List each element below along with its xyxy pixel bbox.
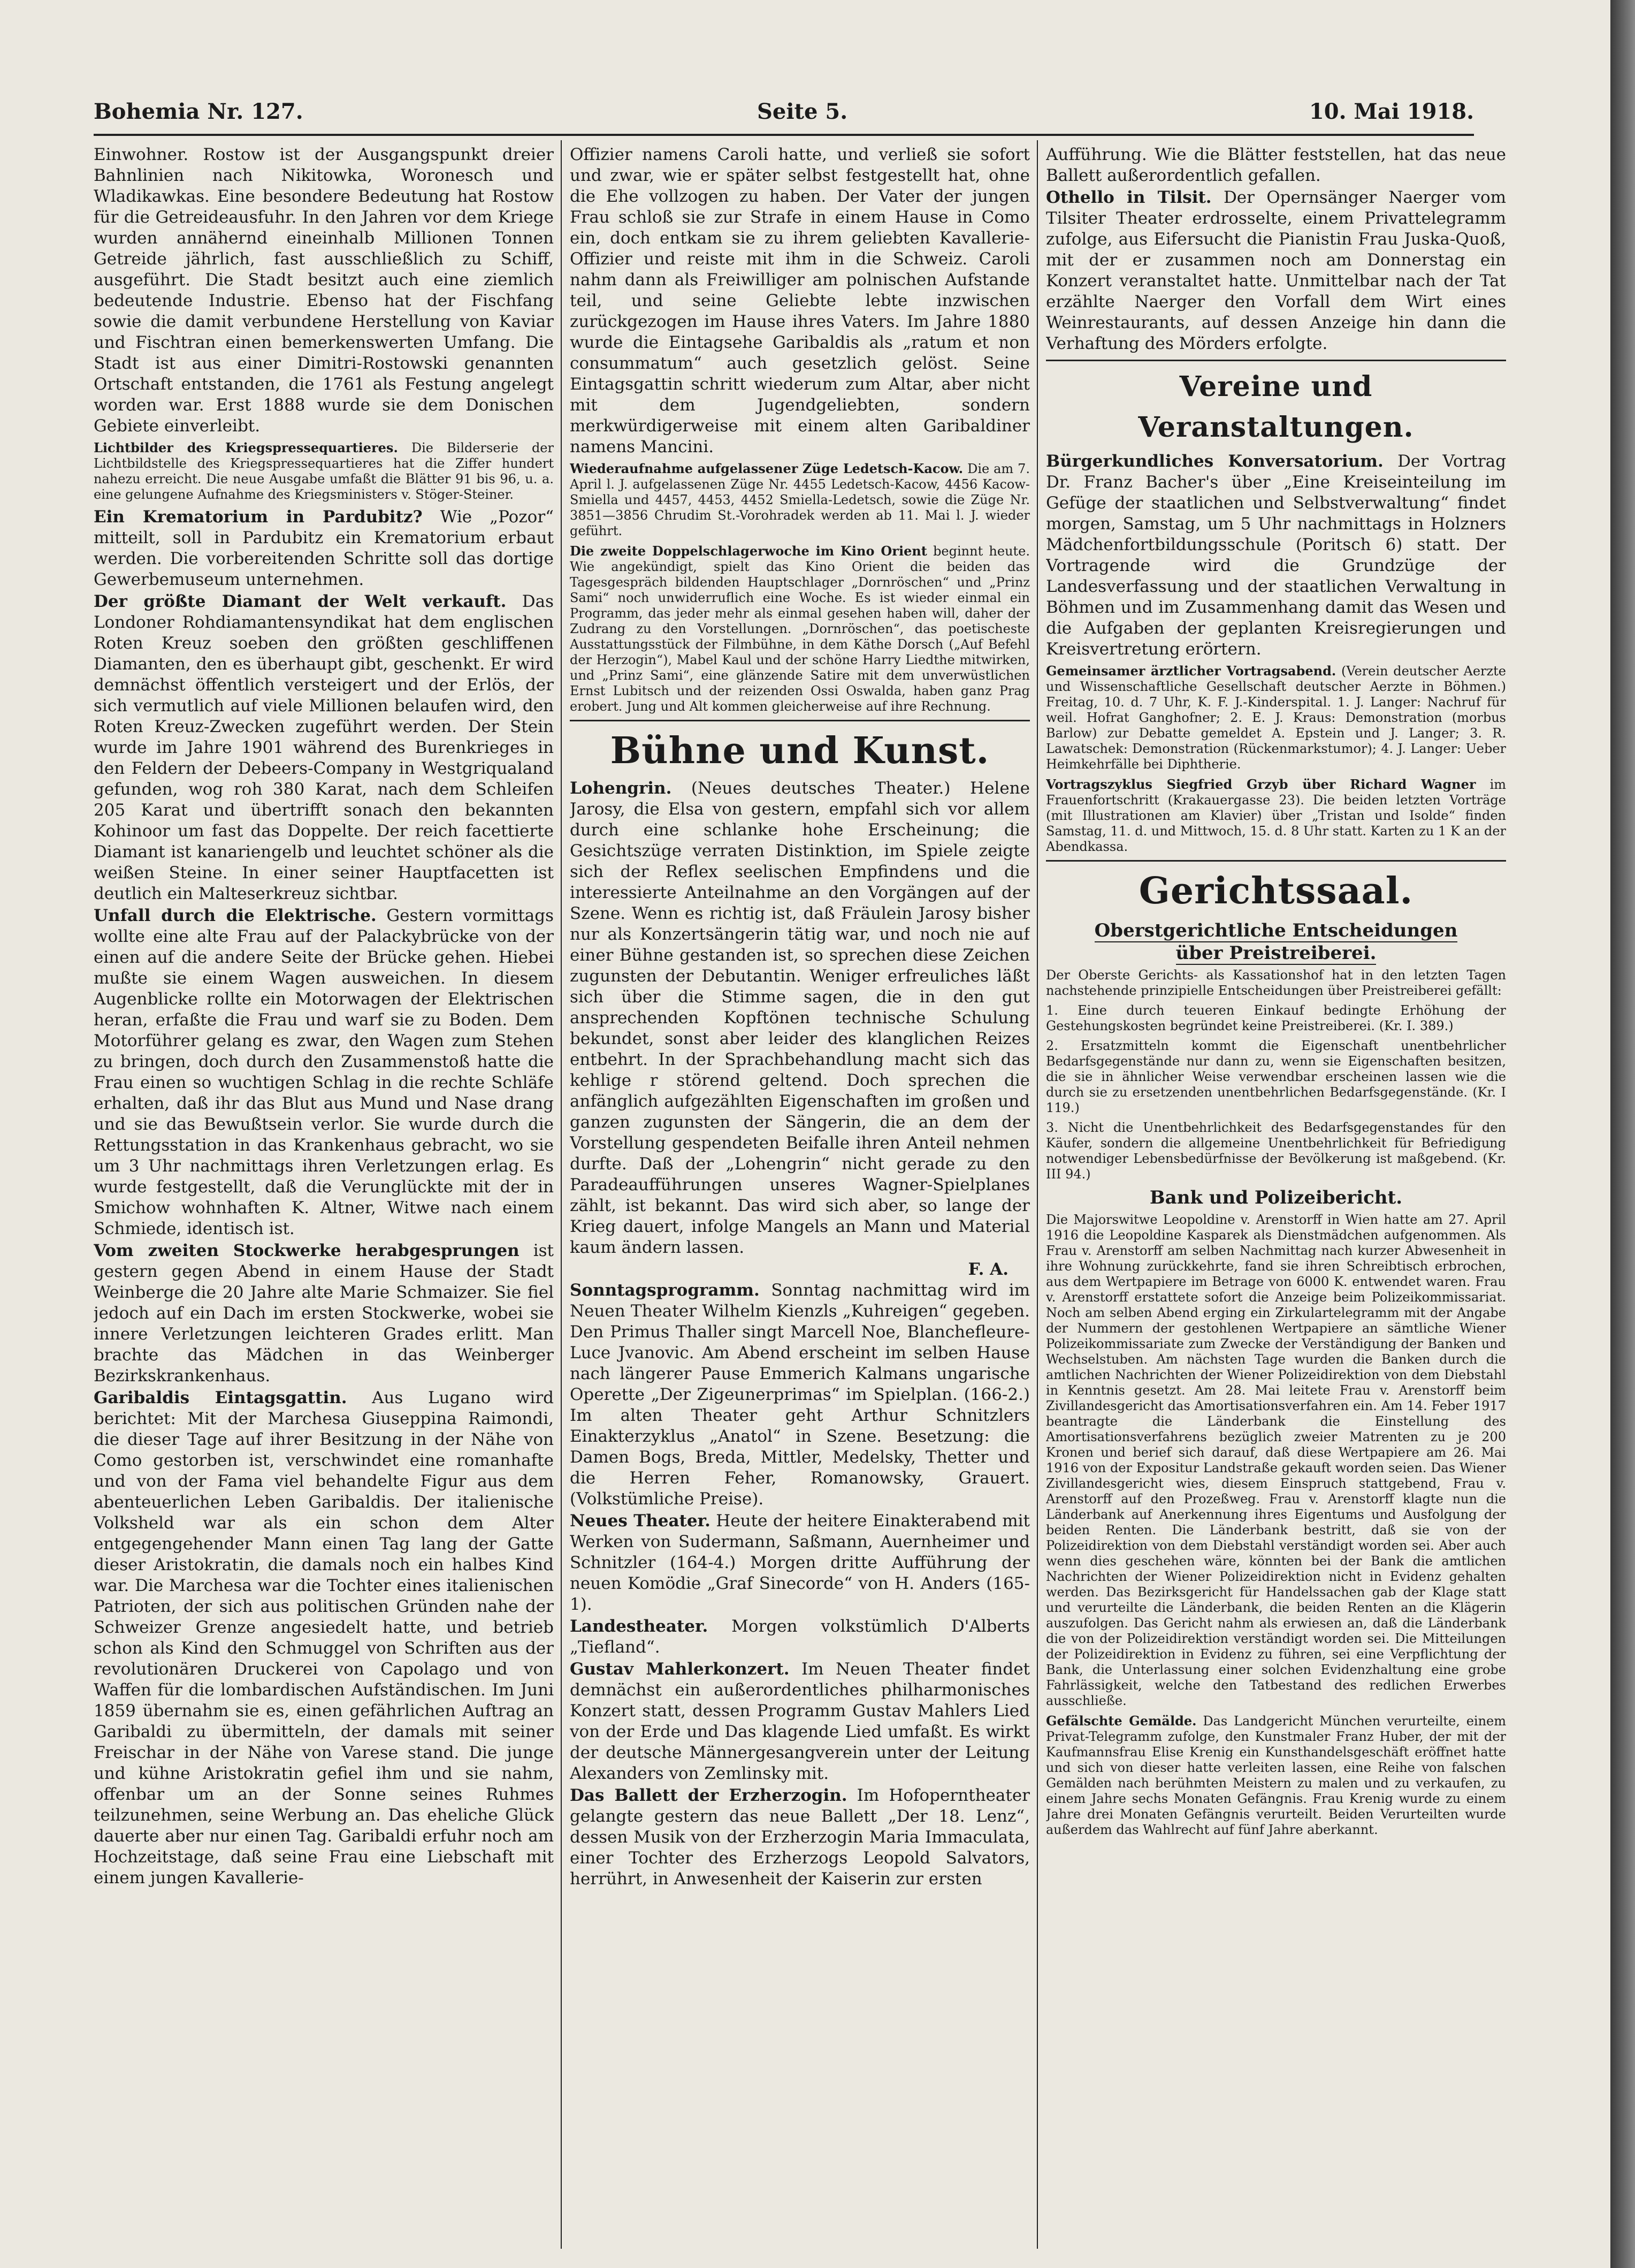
article-garibaldi [94, 1388, 554, 1889]
article-heading: Sonntagsprogramm. [570, 1281, 760, 1300]
article-gemaelde [1046, 1713, 1506, 1838]
subheading-line: Oberstgerichtliche Entscheidungen [1094, 920, 1458, 941]
issue-number: Bohemia Nr. 127. [94, 99, 303, 124]
section-title-vereine: Vereine und Veranstaltungen. [1138, 370, 1414, 444]
section-divider [1046, 360, 1506, 361]
subheading-line: über Preistreiberei. [1175, 942, 1377, 964]
article-heading: Bürgerkundliches Konversatorium. [1046, 452, 1384, 471]
article-lichtbilder [94, 440, 554, 503]
article-text: im Frauenfortschritt (Krakauergasse 23). Die beiden letzten Vorträge (mit Illustrationen am Klavier) über „Tristan und Isolde“ finden Samstag, 11. d. und Mittwoch, 15. d. 8 Uhr statt. Karten zu 1 K an der Abendkassa. [1046, 777, 1506, 854]
article-text: Im Hofoperntheater gelangte gestern das neue Ballett „Der 18. Lenz“, dessen Musik von der Erzherzogin Maria Immaculata, einer Tochter des Erzherzogs Leopold Salvators, herrührt, in Anwesenheit der Kaiserin zur ersten [570, 1786, 1030, 1889]
column-3 [1046, 144, 1506, 2248]
subheading-bank: Bank und Polizeibericht. [1149, 1187, 1403, 1208]
article-heading: Wiederaufnahme aufgelassener Züge Ledetsch-Kacow. [570, 461, 964, 476]
article-text: Das Londoner Rohdiamantensyndikat hat dem englischen Roten Kreuz soeben den größten geschliffenen Diamanten, den es überhaupt gibt, geschenkt. Er wird demnächst öffentlich versteigert und der Erlös, der sich vermutlich auf viele Millionen belaufen wird, den Roten Kreuz-Zwecken zugeführt werden. Der Stein wurde im Jahre 1901 während des Burenkrieges in den Feldern der Debeers-Company in Westgriqualand gefunden, wog roh 380 Karat, nach dem Schleifen 205 Karat und übertrifft sonach den bekannten Kohinoor um fast das Doppelte. Der reich facettierte Diamant ist kanariengelb und leuchtet schöner als die weißen Steine. In einer seiner Hauptfacetten ist deutlich ein Malteserkreuz sichtbar. [94, 592, 554, 903]
article-heading: Gustav Mahlerkonzert. [570, 1660, 790, 1679]
article-heading: Landestheater. [570, 1617, 708, 1636]
page-header [94, 99, 1474, 131]
article-text: ist gestern gegen Abend in einem Hause der Stadt Weinberge die 20 Jahre alte Marie Schmaizer. Sie fiel jedoch auf ein Dach im ersten Stockwerke, wobei sie innere Verletzungen leichteren Grades erlitt. Man brachte das Mädchen in das Weinberger Bezirkskrankenhaus. [94, 1241, 554, 1386]
article-heading: Lichtbilder des Kriegspressequartieres. [94, 440, 398, 455]
article-sonntag [570, 1280, 1030, 1510]
article-mahler [570, 1659, 1030, 1784]
article-unfall [94, 905, 554, 1239]
article-text: beginnt heute. Wie angekündigt, spielt das Kino Orient die beiden das Tagesgespräch bildenden Hauptschlager „Dornröschen“ und „Prinz Sami“ noch unwiderruflich eine Woche. Es ist wieder einmal ein Programm, das jeder mehr als einmal gesehen haben will, daher der Zudrang zu den Vorstellungen. „Dornröschen“, das poetischeste Ausstattungsstück der Filmbühne, in dem Käthe Dorsch („Auf Befehl der Herzogin“), Mabel Kaul und der schöne Harry Liedthe mitwirken, und „Prinz Sami“, eine glänzende Satire mit dem unverwüstlichen Ernst Lubitsch und der reizenden Ossi Oswalda, haben ganz Prag erobert. Jung und Alt kommen gleicherweise auf ihre Rechnung. [570, 544, 1030, 714]
article-kino [570, 543, 1030, 714]
article-text: Im Neuen Theater findet demnächst ein außerordentliches philharmonisches Konzert statt, dessen Programm Gustav Mahlers Lied von der Erde und Das klagende Lied umfaßt. Es wirkt der deutsche Männergesangverein unter der Leitung Alexanders von Zemlinsky mit. [570, 1660, 1030, 1783]
article-rostow: Einwohner. Rostow ist der Ausgangspunkt dreier Bahnlinien nach Nikitowka, Woronesch und Wladikawkas. Eine besondere Bedeutung hat Rostow für die Getreideausfuhr. In den Jahren vor dem Kriege wurden annähernd eineinhalb Millionen Tonnen Getreide jährlich, fast ausschließlich zu Schiff, ausgeführt. Die Stadt besitzt auch eine ziemlich bedeutende Industrie. Ebenso hat der Fischfang sowie die damit verbundene Herstellung von Kaviar und Fischtran einen bemerkenswerten Umfang. Die Stadt ist aus einer Dimitri-Rostowski genannten Ortschaft entstanden, die 1761 als Festung angelegt worden war. Erst 1888 wurde sie dem Donischen Gebiete einverleibt. [94, 145, 554, 436]
article-heading: Gefälschte Gemälde. [1046, 1713, 1197, 1729]
decision-3: 3. Nicht die Unentbehrlichkeit des Bedarfsgegenstandes für den Käufer, sondern die allgemeine Unentbehrlichkeit für Befriedigung notwendiger Lebensbedürfnisse der Bevölkerung ist maßgebend. (Kr. III 94.) [1046, 1120, 1506, 1182]
article-text: Das Landgericht München verurteilte, einem Privat-Telegramm zufolge, den Kunstmaler Franz Huber, der mit der Kaufmannsfrau Elise Krenig ein Kunsthandelsgeschäft eröffnet hatte und sich von dieser hatte verleiten lassen, eine Reihe von falschen Gemälden nach berühmten Meistern zu malen und zu verkaufen, zu einem Jahre sechs Monaten Gefängnis. Frau Krenig wurde zu einem Jahre drei Monaten Gefängnis verurteilt. Beiden Verurteilten wurde außerdem das Wahlrecht auf fünf Jahre aberkannt. [1046, 1714, 1506, 1837]
article-heading: Othello in Tilsit. [1046, 188, 1212, 207]
article-buergerkundlich [1046, 451, 1506, 660]
article-heading: Neues Theater. [570, 1511, 710, 1531]
article-heading: Garibaldis Eintagsgattin. [94, 1388, 347, 1407]
article-text: Heute der heitere Einakterabend mit Werken von Sudermann, Saßmann, Auernheimer und Schnitzler (164-4.) Morgen dritte Aufführung der neuen Komödie „Graf Sinecorde“ von H. Anders (165-1). [570, 1511, 1030, 1614]
article-aerztlich [1046, 663, 1506, 772]
article-text: Aus Lugano wird berichtet: Mit der Marchesa Giuseppina Raimondi, die dieser Tage auf ihrer Besitzung in der Nähe von Como gestorben ist, verschwindet eine romanhafte und von der Fama viel behandelte Figur aus dem abenteuerlichen Leben Garibaldis. Der italienische Volksheld war als ein schon dem Alter entgegengehender Mann einen Tag lang der Gatte dieser Aristokratin, die damals noch ein halbes Kind war. Die Marchesa war die Tochter eines italienischen Patrioten, der sich aus politischen Gründen nahe der Schweizer Grenze angesiedelt hatte, und betrieb schon als Kind den Schmuggel von Schriften aus der revolutionären Druckerei von Capolago und von Waffen für die lombardischen Aufständischen. Im Juni 1859 übernahm sie es, einen gefährlichen Auftrag an Garibaldi zu übermitteln, der damals mit seiner Freischar in der Nähe von Varese stand. Die junge und kühne Aristokratin gefiel ihm und sie nahm, offenbar um an der Sonne seines Ruhmes teilzunehmen, seine Werbung an. Das eheliche Glück dauerte aber nur einen Tag. Garibaldi erfuhr noch am Hochzeitstage, daß seine Frau eine Liebschaft mit einem jungen Kavallerie- [94, 1388, 554, 1888]
article-diamant [94, 591, 554, 904]
article-heading: Gemeinsamer ärztlicher Vortragsabend. [1046, 663, 1336, 679]
column-divider-1 [561, 140, 562, 2249]
article-heading: Das Ballett der Erzherzogin. [570, 1786, 847, 1805]
article-zuege [570, 461, 1030, 539]
article-text: (Neues deutsches Theater.) Helene Jarosy, die Elsa von gestern, empfahl sich vor allem durch eine schlanke hohe Erscheinung; die Gesichtszüge verraten Distinktion, im Spiele zeigte sich der Reflex seelischen Empfindens und die interessierte Anteilnahme an den Vorgängen auf der Szene. Wenn es richtig ist, daß Fräulein Jarosy bisher nur als Konzertsängerin tätig war, und noch nie auf einer Bühne gestanden ist, so sprechen diese Zeichen zugunsten der Debutantin. Weniger erfreuliches läßt sich über die Stimme sagen, die in den gut ansprechenden Kopftönen technische Schulung bekundet, sonst aber leider des klanglichen Reizes entbehrt. In der Sprachbehandlung macht sich das kehlige r störend geltend. Doch sprechen die anfänglich aufgezählten Eigenschaften im großen und ganzen zugunsten der Sängerin, die an dem der Vorstellung gespendeten Beifalle ihren Anteil nehmen durfte. Daß der „Lohengrin“ nicht gerade zu den Paradeaufführungen unseres Wagner-Spielplanes zählt, ist bekannt. Das wird sich aber, so lange der Krieg dauert, infolge Mangels an Mann und Material kaum ändern lassen. [570, 779, 1030, 1257]
article-heading: Vom zweiten Stockwerke herabgesprungen [94, 1241, 519, 1260]
article-heading: Die zweite Doppelschlagerwoche im Kino Orient [570, 543, 927, 559]
article-text: Der Vortrag Dr. Franz Bacher's über „Eine Kreiseinteilung im Gefüge der staatlichen und Selbstverwaltung“ findet morgen, Samstag, um 5 Uhr nachmittags in Holzners Mädchenfortbildungsschule (Poritsch 6) statt. Der Vortragende wird die Grundzüge der Landesverfassung und der staatlichen Verwaltung in Böhmen und im Zusammenhang damit das Wesen und die Aufgaben der geplanten Kreisregierungen und Kreisvertretung erörtern. [1046, 452, 1506, 659]
author-signature: F. A. [968, 1260, 1008, 1279]
article-ballett [570, 1785, 1030, 1890]
decision-2: 2. Ersatzmitteln kommt die Eigenschaft unentbehrlicher Bedarfsgegenstände nur dann zu, wenn sie Eigenschaften besitzen, die sie in ähnlicher Weise verwendbar erscheinen lassen wie die durch sie zu ersetzenden unentbehrlichen Bedarfsgegenstände. (Kr. I 119.) [1046, 1038, 1506, 1115]
article-text: Morgen volkstümlich D'Alberts „Tiefland“. [570, 1617, 1030, 1657]
article-heading: Vortragszyklus Siegfried Grzyb über Richard Wagner [1046, 777, 1476, 792]
section-title-gerichtssaal: Gerichtssaal. [1139, 870, 1414, 912]
article-text: Der Opernsänger Naerger vom Tilsiter Theater erdrosselte, einem Privattelegramm zufolge, aus Eifersucht die Pianistin Frau Juska-Quoß, mit der er zusammen noch am Donnerstag ein Konzert veranstaltet hatte. Unmittelbar nach der Tat erzählte Naerger den Vorfall dem Wirt eines Weinrestaurants, auf dessen Anzeige hin dann die Verhaftung des Mörders erfolgte. [1046, 188, 1506, 353]
column-divider-2 [1037, 140, 1038, 2249]
article-text: (Verein deutscher Aerzte und Wissenschaftliche Gesellschaft deutscher Aerzte in Böhmen.) Freitag, 10. d. 7 Uhr, K. F. J.-Kinderspital. 1. J. Langer: Nachruf für weil. Hofrat Ganghofner; 2. E. J. Kraus: Demonstration (morbus Barlow) zur Debatte gemeldet A. Epstein und J. Langer; 3. R. Lawatschek: Demonstration (Rückenmarkstumor); 4. J. Langer: Ueber Heimkehrfälle bei Diphtherie. [1046, 664, 1506, 772]
article-text: Wie „Pozor“ mitteilt, soll in Pardubitz ein Krematorium erbaut werden. Die vorbereitenden Schritte soll das dortige Gewerbemuseum unternehmen. [94, 507, 554, 589]
issue-date: 10. Mai 1918. [1309, 99, 1474, 124]
article-othello [1046, 187, 1506, 354]
section-title-buehne: Bühne und Kunst. [610, 729, 990, 772]
article-stockwerk [94, 1240, 554, 1387]
article-bank: Die Majorswitwe Leopoldine v. Arenstorff in Wien hatte am 27. April 1916 die Leopoldine Kasparek als Dienstmädchen aufgenommen. Als Frau v. Arenstorff am selben Nachmittag nach kurzer Abwesenheit in ihre Wohnung zurückkehrte, fand sie ihren Schreibtisch erbrochen, aus dem Wertpapiere im Betrage von 6000 K. entwendet waren. Frau v. Arenstorff erstattete sofort die Anzeige beim Polizeikommissariat. Noch am selben Abend erging ein Zirkulartelegramm mit der Angabe der Nummern der gestohlenen Wertpapiere an sämtliche Wiener Polizeikommissariate zum Zwecke der Verständigung der Banken und Wechselstuben. Am nächsten Tage wurden die Banken durch die amtlichen Nachrichten der Wiener Polizeidirektion von dem Diebstahl in Kenntnis gesetzt. Am 28. Mai leitete Frau v. Arenstorff beim Zivillandesgericht das Amortisationsverfahren ein. Am 14. Feber 1917 beantragte die Länderbank die Einstellung des Amortisationsverfahrens bezüglich zweier Matrenten zu je 200 Kronen und berief sich darauf, daß diese Wertpapiere am 26. Mai 1916 von der Expositur Landstraße gekauft worden seien. Das Wiener Zivillandesgericht wies, diesem Einspruch stattgebend, Frau v. Arenstorff auf den Prozeßweg. Frau v. Arenstorff klagte nun die Länderbank auf Anerkennung ihres Eigentums und Ausfolgung der beiden Renten. Die Länderbank bestritt, daß sie von der Polizeidirektion von dem Diebstahl verständigt worden sei. Aber auch wenn dies geschehen wäre, könnten bei der Bank die amtlichen Nachrichten der Wiener Polizeidirektion nicht in Evidenz gehalten werden. Das Bezirksgericht für Handelssachen gab der Klage statt und verurteilte die Länderbank, die beiden Renten an die Klägerin auszufolgen. Das Gericht nahm als erwiesen an, daß die Länderbank die von der Polizeidirektion verständigt worden sei. Die Mitteilungen der Polizeidirektion in Evidenz zu führen, sei eine Verpflichtung der Bank, die Unterlassung einer solchen Evidenzhaltung eine grobe Fahrlässigkeit, welche den Tatbestand des redlichen Erwerbes ausschließe. [1046, 1212, 1506, 1708]
decision-1: 1. Eine durch teueren Einkauf bedingte Erhöhung der Gestehungskosten begründet keine Preistreiberei. (Kr. I. 389.) [1046, 1003, 1506, 1033]
article-text: Gestern vormittags wollte eine alte Frau auf der Palackybrücke von der einen auf die andere Seite der Brücke gehen. Hiebei mußte sie einem Wagen ausweichen. In diesem Augenblicke rollte ein Motorwagen der Elektrischen heran, erfaßte die Frau und warf sie zu Boden. Dem Motorführer gelang es zwar, den Wagen zum Stehen zu bringen, doch durch den Zusammenstoß hatte die Frau einen so wuchtigen Schlag in die rechte Schläfe erhalten, daß ihr das Blut aus Mund und Nase drang und sie das Bewußtsein verlor. Sie wurde durch die Rettungsstation in das Krankenhaus gebracht, wo sie um 3 Uhr nachmittags ihren Verletzungen erlag. Es wurde festgestellt, daß die Verunglückte mit der in Smichow wohnhaften K. Altner, Witwe nach einem Schmiede, identisch ist. [94, 906, 554, 1238]
binding-edge [1610, 0, 1635, 2268]
article-krematorium [94, 507, 554, 590]
subheading-oberstgericht [1046, 919, 1506, 964]
section-divider [1046, 860, 1506, 862]
article-garibaldi-continued: Offizier namens Caroli hatte, und verließ sie sofort und zwar, wie er später selbst festgestellt hat, ohne die Ehe vollzogen zu haben. Der Vater der jungen Frau schloß sie zur Strafe in einem Hause in Como ein, doch entkam sie zu ihrem geliebten Kavallerie-Offizier und reiste mit ihm in die Schweiz. Caroli nahm dann als Freiwilliger am polnischen Aufstande teil, und seine Geliebte lebte inzwischen zurückgezogen im Hause ihres Vaters. Im Jahre 1880 wurde die Eintagsehe Garibaldis als „ratum et non consummatum“ auch gesetzlich gelöst. Seine Eintagsgattin schritt wiederum zum Altar, aber nicht mit dem Jugendgeliebten, sondern merkwürdigerweise mit einem alten Garibaldiner namens Mancini. [570, 145, 1030, 456]
article-ballett-continued: Aufführung. Wie die Blätter feststellen, hat das neue Ballett außerordentlich gefallen. [1046, 145, 1506, 185]
section-divider [570, 720, 1030, 721]
article-lohengrin [570, 778, 1030, 1258]
article-heading: Ein Krematorium in Pardubitz? [94, 507, 423, 527]
article-landestheater [570, 1616, 1030, 1658]
article-heading: Lohengrin. [570, 779, 672, 798]
article-text: Die am 7. April l. J. aufgelassenen Züge Nr. 4455 Ledetsch-Kacow, 4456 Kacow-Smiella und 4457, 4453, 4452 Smiella-Ledetsch, sowie die Züge Nr. 3851—3856 Chrudim St.-Vorohradek werden ab 11. Mai l. J. wieder geführt. [570, 461, 1030, 538]
page-number: Seite 5. [757, 99, 848, 124]
article-text: Sonntag nachmittag wird im Neuen Theater Wilhelm Kienzls „Kuhreigen“ gegeben. Den Primus Thaller singt Marcell Noe, Blanchefleure-Luce Jvanovic. Am Abend erscheint im selben Hause nach längerer Pause Emmerich Kalmans ungarische Operette „Der Zigeunerprimas“ im Spielplan. (166-2.) Im alten Theater geht Arthur Schnitzlers Einakterzyklus „Anatol“ in Szene. Besetzung: die Damen Bogs, Breda, Mittler, Medelsky, Thetter und die Herren Feher, Romanowsky, Grauert. (Volkstümliche Preise). [570, 1281, 1030, 1509]
article-heading: Der größte Diamant der Welt verkauft. [94, 592, 507, 611]
article-siegfried [1046, 777, 1506, 855]
article-neues-theater [570, 1511, 1030, 1615]
article-text: Die Bilderserie der Lichtbildstelle des Kriegspressequartieres hat die Ziffer hundert nahezu erreicht. Die neue Ausgabe umfaßt die Blätter 91 bis 96, u. a. eine gelungene Aufnahme des Kriegsministers v. Stöger-Steiner. [94, 440, 554, 502]
column-1 [94, 144, 554, 2248]
article-heading: Unfall durch die Elektrische. [94, 906, 377, 925]
header-rule [94, 134, 1474, 136]
column-2 [570, 144, 1030, 2248]
decision-intro: Der Oberste Gerichts- als Kassationshof hat in den letzten Tagen nachstehende prinzipielle Entscheidungen über Preistreiberei gefällt: [1046, 968, 1506, 998]
